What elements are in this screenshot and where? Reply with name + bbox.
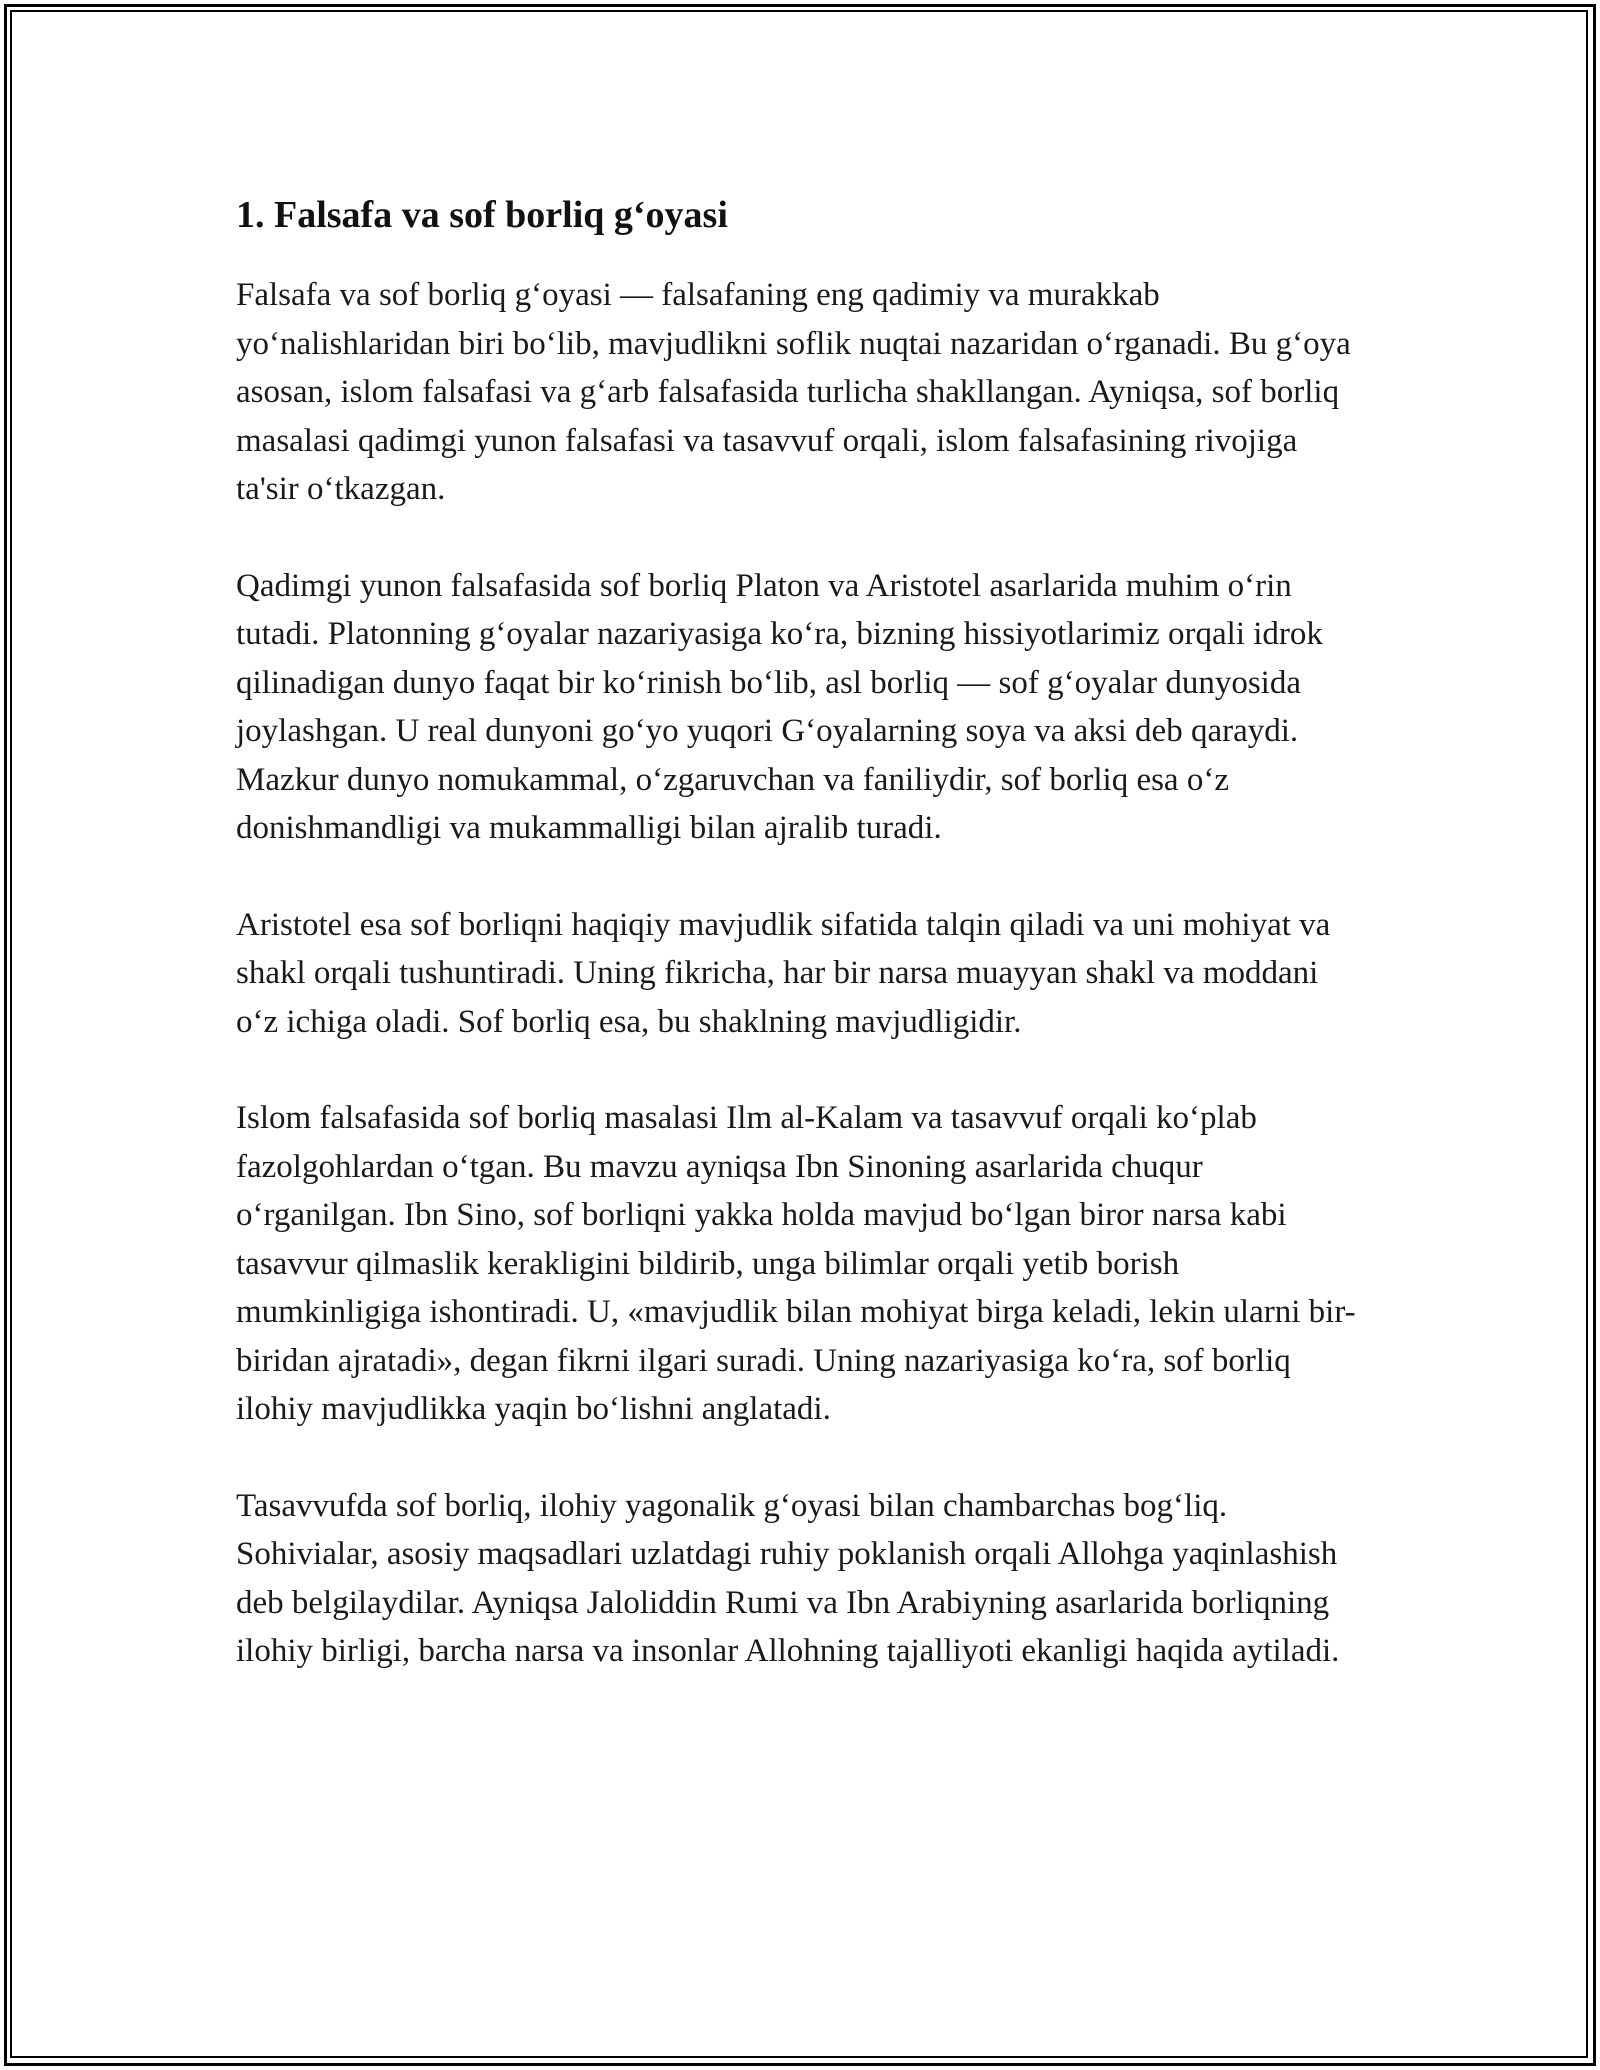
document-page	[236, 185, 1366, 1724]
paragraph-islom-falsafasi: Islom falsafasida sof borliq masalasi Ilm al-Kalam va tasavvuf orqali ko‘plab fazolgohlardan o‘tgan. Bu mavzu ayniqsa Ibn Sinoning asarlarida chuqur o‘rganilgan. Ibn Sino, sof borliqni yakka holda mavjud bo‘lgan biror narsa kabi tasavvur qilmaslik kerakligini bildirib, unga bilimlar orqali yetib borish mumkinligiga ishontiradi. U, «mavjudlik bilan mohiyat birga keladi, lekin ularni bir-biridan ajratadi», degan fikrni ilgari suradi. Uning nazariyasiga ko‘ra, sof borliq ilohiy mavjudlikka yaqin bo‘lishni anglatadi.	[236, 1100, 1356, 1427]
paragraph-tasavvuf: Tasavvufda sof borliq, ilohiy yagonalik g‘oyasi bilan chambarchas bog‘liq. Sohivialar, asosiy maqsadlari uzlatdagi ruhiy poklanish orqali Allohga yaqinlashish deb belgilaydilar. Ayniqsa Jaloliddin Rumi va Ibn Arabiyning asarlarida borliqning ilohiy birligi, barcha narsa va insonlar Allohning tajalliyoti ekanligi haqida aytiladi.	[236, 1487, 1340, 1669]
paragraph-platon: Qadimgi yunon falsafasida sof borliq Platon va Aristotel asarlarida muhim o‘rin tutadi. Platonning g‘oyalar nazariyasiga ko‘ra, bizning hissiyotlarimiz orqali idrok qilinadigan dunyo faqat bir ko‘rinish bo‘lib, asl borliq — sof g‘oyalar dunyosida joylashgan. U real dunyoni go‘yo yuqori G‘oyalarning soya va aksi deb qaraydi. Mazkur dunyo nomukammal, o‘zgaruvchan va faniliydir, sof borliq esa o‘z donishmandligi va mukammalligi bilan ajralib turadi.	[236, 567, 1323, 846]
paragraph-intro: Falsafa va sof borliq g‘oyasi — falsafaning eng qadimiy va murakkab yo‘nalishlaridan biri bo‘lib, mavjudlikni soflik nuqtai nazaridan o‘rganadi. Bu g‘oya asosan, islom falsafasi va g‘arb falsafasida turlicha shakllangan. Ayniqsa, sof borliq masalasi qadimgi yunon falsafasi va tasavvuf orqali, islom falsafasining rivojiga ta'sir o‘tkazgan.	[236, 277, 1351, 507]
section-title: 1. Falsafa va sof borliq g‘oyasi	[236, 194, 728, 236]
paragraph-aristotel: Aristotel esa sof borliqni haqiqiy mavjudlik sifatida talqin qiladi va uni mohiyat va shakl orqali tushuntiradi. Uning fikricha, har bir narsa muayyan shakl va moddani o‘z ichiga oladi. Sof borliq esa, bu shaklning mavjudligidir.	[236, 906, 1331, 1040]
